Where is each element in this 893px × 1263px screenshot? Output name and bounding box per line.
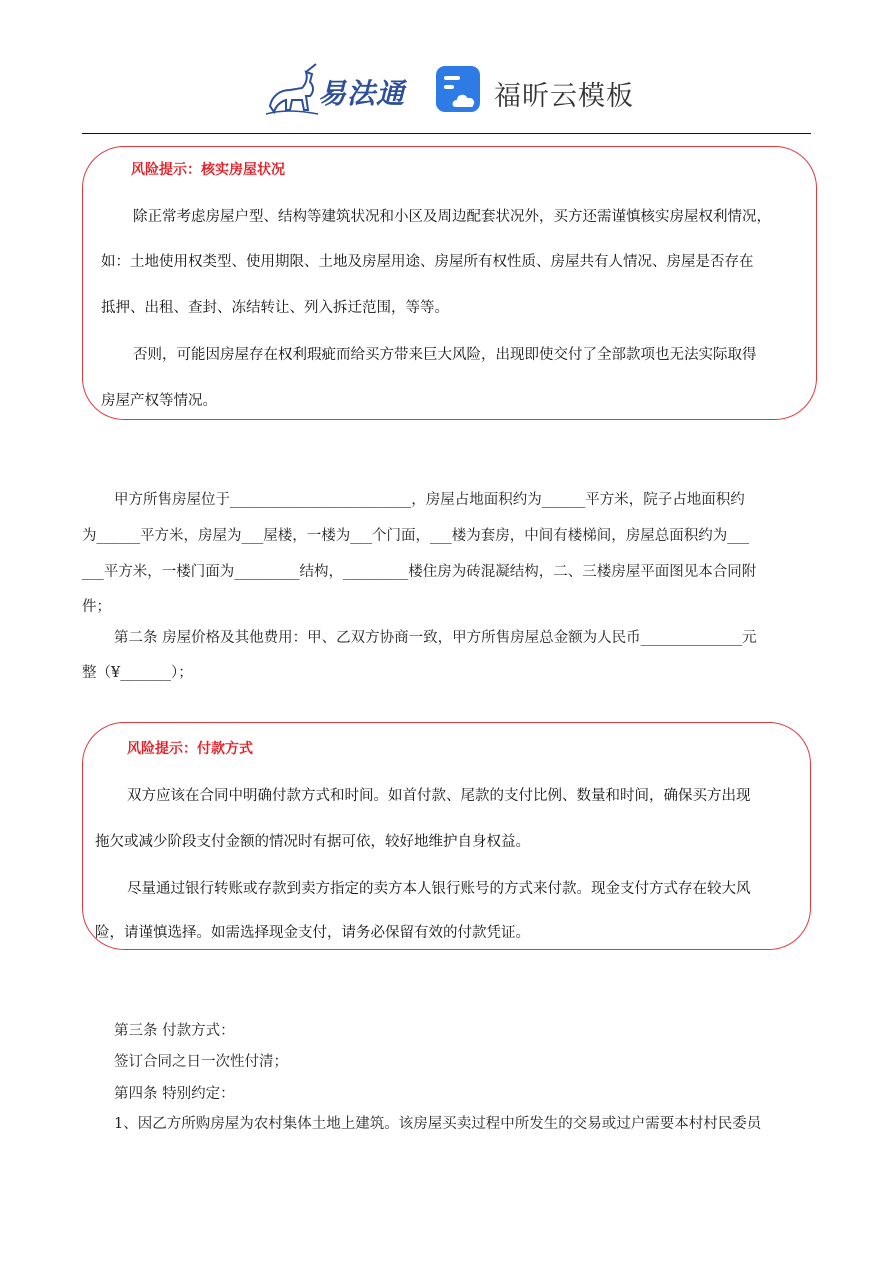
contract-line: ___平方米，一楼门面为_________结构，_________楼住房为砖混凝结构，二、三楼房屋平面图见本合同附	[82, 564, 757, 580]
contract-line: 为______平方米，房屋为___屋楼，一楼为___个门面，___楼为套房，中间有楼梯间，房屋总面积约为___	[82, 528, 749, 544]
risk-tip-payment-method	[82, 722, 811, 950]
risk-tip-title: 风险提示：付款方式	[127, 741, 253, 757]
contract-line: 件；	[82, 599, 111, 615]
yifatong-brand-text: 易法通	[318, 77, 406, 110]
risk-tip-line: 房屋产权等情况。	[101, 393, 217, 409]
risk-tip-title: 风险提示：核实房屋状况	[131, 162, 285, 178]
yifatong-logo	[262, 60, 412, 120]
contract-line: 第三条 付款方式：	[114, 1023, 235, 1039]
contract-line: 甲方所售房屋位于_________________________，房屋占地面积约为______平方米，院子占地面积约	[114, 492, 745, 508]
risk-tip-house-status	[82, 146, 817, 420]
risk-tip-line: 如：土地使用权类型、使用期限、土地及房屋用途、房屋所有权性质、房屋共有人情况、房屋是否存在	[101, 254, 754, 270]
contract-line: 第四条 特别约定：	[114, 1086, 235, 1102]
risk-tip-line: 双方应该在合同中明确付款方式和时间。如首付款、尾款的支付比例、数量和时间，确保买方出现	[127, 788, 751, 804]
risk-tip-line: 拖欠或减少阶段支付金额的情况时有据可依，较好地维护自身权益。	[95, 834, 530, 850]
risk-tip-line: 险，请谨慎选择。如需选择现金支付，请务必保留有效的付款凭证。	[95, 925, 530, 941]
risk-tip-line: 尽量通过银行转账或存款到卖方指定的卖方本人银行账号的方式来付款。现金支付方式存在较大风	[127, 881, 751, 897]
unicorn-icon	[262, 60, 322, 120]
page-header	[0, 0, 893, 130]
contract-line: 1、因乙方所购房屋为农村集体土地上建筑。该房屋买卖过程中所发生的交易或过户需要本村村民委员	[114, 1116, 762, 1132]
fuxin-logo	[434, 64, 634, 120]
header-divider	[82, 133, 811, 134]
risk-tip-line: 抵押、出租、查封、冻结转让、列入拆迁范围，等等。	[101, 300, 449, 316]
fuxin-brand-text: 福昕云模板	[494, 81, 634, 112]
cloud-document-icon	[434, 64, 484, 116]
contract-line: 签订合同之日一次性付清；	[114, 1054, 288, 1070]
contract-line: 整（¥_______）；	[82, 665, 193, 681]
risk-tip-line: 否则，可能因房屋存在权利瑕疵而给买方带来巨大风险，出现即使交付了全部款项也无法实际取得	[133, 347, 757, 363]
contract-line: 第二条 房屋价格及其他费用：甲、乙双方协商一致，甲方所售房屋总金额为人民币______________元	[114, 630, 757, 646]
risk-tip-line: 除正常考虑房屋户型、结构等建筑状况和小区及周边配套状况外，买方还需谨慎核实房屋权利情况，	[133, 209, 771, 225]
